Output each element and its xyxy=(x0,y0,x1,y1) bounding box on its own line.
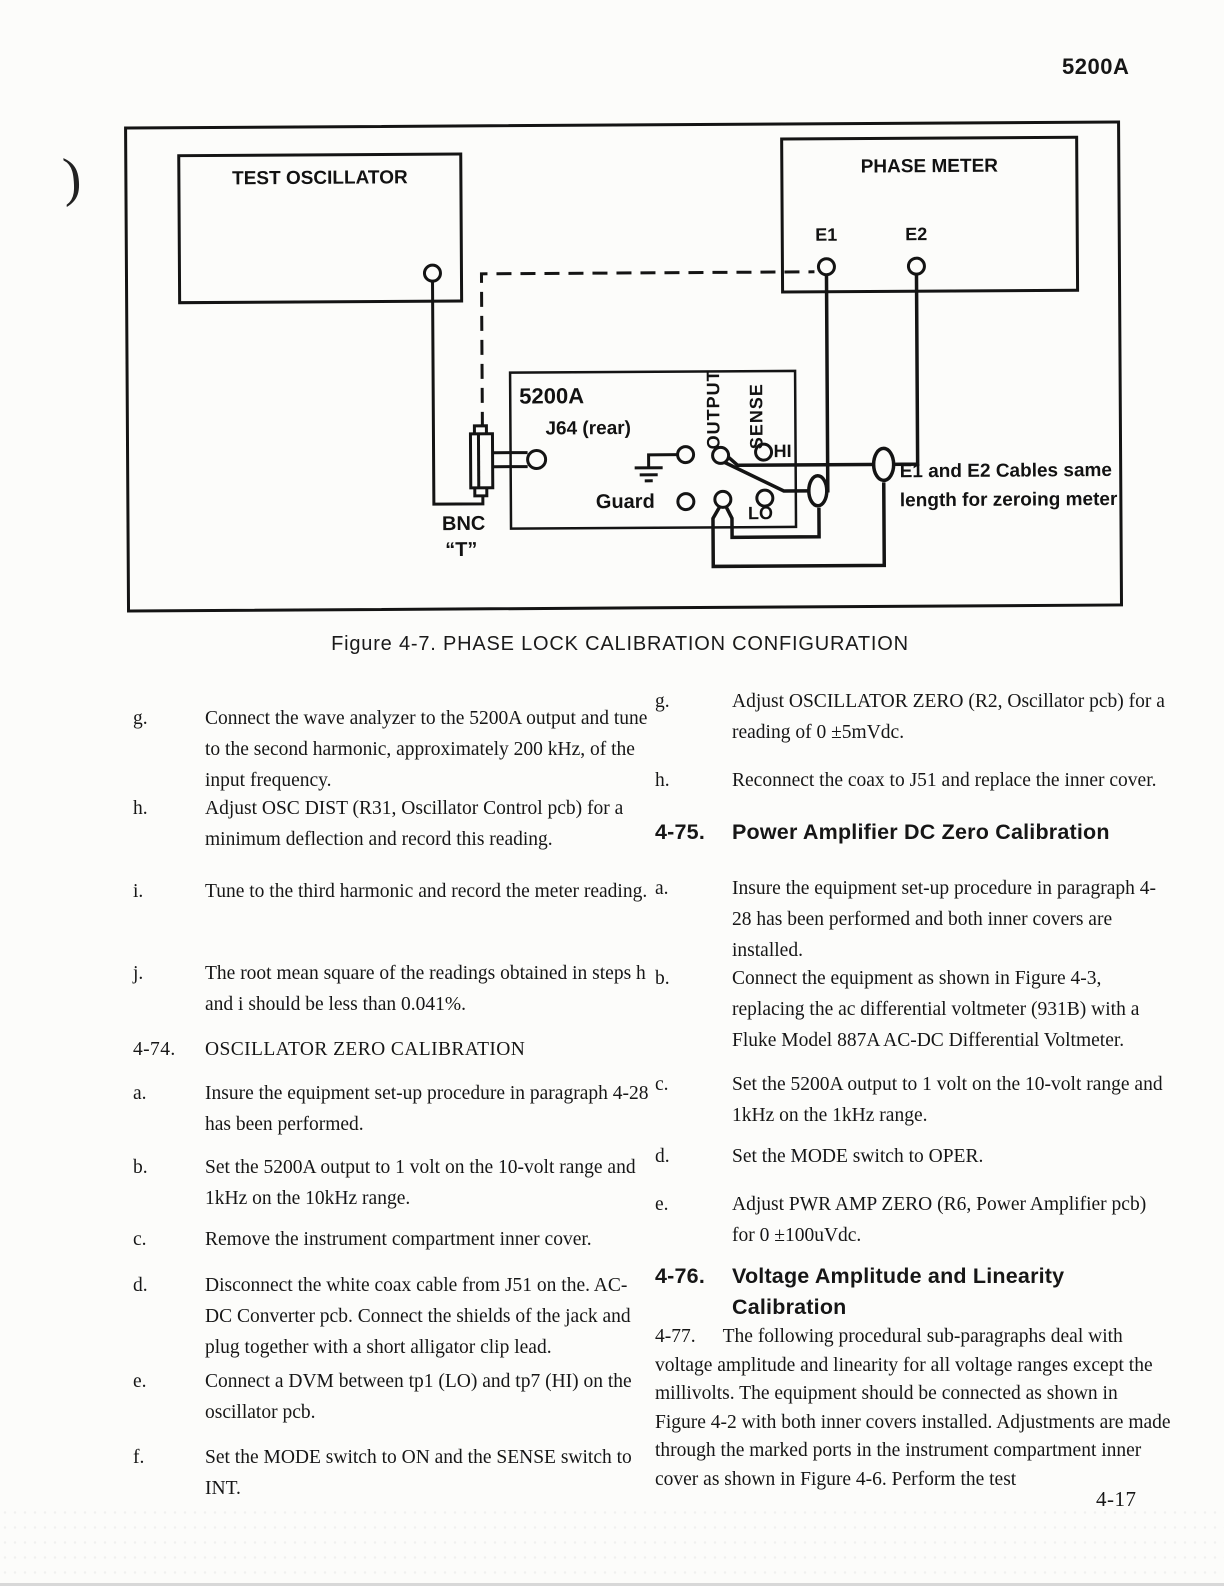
step-text: Connect the wave analyzer to the 5200A output and tune to the second harmonic, approximately 200 kHz, of the input frequency. xyxy=(133,703,649,796)
step-f-left xyxy=(133,1442,649,1504)
step-label: g. xyxy=(655,686,670,717)
step-h-right xyxy=(655,765,1171,796)
step-text: Tune to the third harmonic and record the meter reading. xyxy=(133,876,649,907)
step-text: Set the 5200A output to 1 volt on the 10-volt range and 1kHz on the 1kHz range. xyxy=(655,1069,1171,1131)
e2-terminal xyxy=(908,258,924,274)
step-e-left xyxy=(133,1366,649,1428)
e1-label: E1 xyxy=(804,225,848,246)
step-label: c. xyxy=(133,1224,147,1255)
section-4-75-heading xyxy=(655,817,1171,848)
step-label: a. xyxy=(655,873,669,904)
step-b-left xyxy=(133,1152,649,1214)
cable-note-line1: E1 and E2 Cables same xyxy=(900,460,1112,483)
oscillator-output-terminal xyxy=(424,265,440,281)
page-number: 4-17 xyxy=(1096,1487,1137,1512)
figure-4-7 xyxy=(0,0,1224,684)
j64-label: J64 (rear) xyxy=(545,418,631,441)
step-label: c. xyxy=(655,1069,669,1100)
scan-noise-band xyxy=(0,1505,1224,1583)
step-label: f. xyxy=(133,1442,144,1473)
step-text: Connect the equipment as shown in Figure 4-3, replacing the ac differential voltmeter (931B) with a Fluke Model 887A AC-DC Differential Voltmeter. xyxy=(655,963,1171,1056)
step-text: Set the MODE switch to OPER. xyxy=(655,1141,1171,1172)
hi-label: HI xyxy=(773,441,791,462)
lo-label: LO xyxy=(748,503,773,524)
ground-symbol xyxy=(635,455,678,481)
step-c-left xyxy=(133,1224,649,1255)
margin-mark: ) xyxy=(61,145,83,208)
step-label: d. xyxy=(133,1270,148,1301)
step-label: j. xyxy=(133,958,143,989)
step-g-right xyxy=(655,686,1171,748)
section-number: 4-75. xyxy=(655,817,705,848)
step-j-left xyxy=(133,958,649,1020)
bnc-t-connector xyxy=(470,426,527,496)
step-a-left xyxy=(133,1078,649,1140)
step-text: Adjust OSC DIST (R31, Oscillator Control pcb) for a minimum deflection and record this reading. xyxy=(133,793,649,855)
step-text: Set the MODE switch to ON and the SENSE switch to INT. xyxy=(133,1442,649,1504)
figure-caption: Figure 4-7. PHASE LOCK CALIBRATION CONFIGURATION xyxy=(250,633,990,656)
step-c-right xyxy=(655,1069,1171,1131)
step-d-left xyxy=(133,1270,649,1363)
step-text: Reconnect the coax to J51 and replace the inner cover. xyxy=(655,765,1171,796)
paragraph-number: 4-77. xyxy=(655,1326,696,1347)
output-label: OUTPUT xyxy=(703,357,725,449)
step-label: b. xyxy=(655,963,670,994)
figure-border xyxy=(126,122,1122,611)
step-g-left xyxy=(133,703,649,796)
step-label: e. xyxy=(133,1366,147,1397)
e1-cable-loop xyxy=(809,476,827,506)
bnc-label: BNC xyxy=(442,513,485,536)
paragraph-4-77 xyxy=(655,1323,1172,1494)
section-title: Voltage Amplitude and Linearity Calibration xyxy=(655,1261,1171,1323)
step-a-right xyxy=(655,873,1171,966)
step-d-right xyxy=(655,1141,1171,1172)
step-label: a. xyxy=(133,1078,147,1109)
step-h-left xyxy=(133,793,649,855)
section-number: 4-76. xyxy=(655,1261,705,1292)
step-text: Disconnect the white coax cable from J51 on the. AC-DC Converter pcb. Connect the shields of the jack and plug together with a short alligator clip lead. xyxy=(133,1270,649,1363)
step-label: d. xyxy=(655,1141,670,1172)
lo-cables xyxy=(713,482,885,566)
e2-label: E2 xyxy=(894,224,938,245)
step-label: b. xyxy=(133,1152,148,1183)
section-title: Power Amplifier DC Zero Calibration xyxy=(655,817,1171,848)
output-hi-terminal xyxy=(713,447,729,463)
section-4-74-heading xyxy=(133,1034,649,1065)
bnc-t-label: “T” xyxy=(445,539,477,562)
step-i-left xyxy=(133,876,649,907)
step-label: g. xyxy=(133,703,148,734)
e2-cable-loop xyxy=(874,448,894,480)
paragraph-text: The following procedural sub-paragraphs deal with voltage amplitude and linearity for all voltage ranges except the millivolts. The equipment should be connected as shown in Figure 4-2 with both inner covers installed. Adjustments are made through the marked ports in the instrument compartment inner cover as shown in Figure 4-6. Perform the test xyxy=(655,1326,1171,1490)
step-text: Connect a DVM between tp1 (LO) and tp7 (HI) on the oscillator pcb. xyxy=(133,1366,649,1428)
step-e-right xyxy=(655,1189,1171,1251)
step-text: Adjust PWR AMP ZERO (R6, Power Amplifier pcb) for 0 ±100uVdc. xyxy=(655,1189,1171,1251)
step-text: Remove the instrument compartment inner cover. xyxy=(133,1224,649,1255)
output-lo-terminal xyxy=(715,491,731,507)
figure-diagram-svg xyxy=(0,0,1224,684)
e1-terminal xyxy=(818,259,834,275)
ground-terminal xyxy=(678,447,694,463)
step-text: The root mean square of the readings obtained in steps h and i should be less than 0.041%. xyxy=(133,958,649,1020)
step-label: e. xyxy=(655,1189,669,1220)
step-label: h. xyxy=(655,765,670,796)
step-text: Adjust OSCILLATOR ZERO (R2, Oscillator pcb) for a reading of 0 ±5mVdc. xyxy=(655,686,1171,748)
j64-connector-circle xyxy=(528,450,546,468)
unit-5200a-label: 5200A xyxy=(519,383,584,409)
step-text: Insure the equipment set-up procedure in paragraph 4-28 has been performed. xyxy=(133,1078,649,1140)
cable-note-line2: length for zeroing meter xyxy=(900,489,1118,512)
step-label: i. xyxy=(133,876,143,907)
phase-meter-label: PHASE METER xyxy=(782,155,1077,179)
step-b-right xyxy=(655,963,1171,1056)
section-title: OSCILLATOR ZERO CALIBRATION xyxy=(133,1034,649,1065)
test-oscillator-label: TEST OSCILLATOR xyxy=(179,167,461,191)
step-label: h. xyxy=(133,793,148,824)
section-number: 4-74. xyxy=(133,1034,176,1065)
doc-model-header: 5200A xyxy=(1062,54,1129,80)
guard-terminal xyxy=(678,494,694,510)
section-4-76-heading xyxy=(655,1261,1171,1323)
guard-label: Guard xyxy=(596,491,655,514)
step-text: Set the 5200A output to 1 volt on the 10-volt range and 1kHz on the 10kHz range. xyxy=(133,1152,649,1214)
step-text: Insure the equipment set-up procedure in paragraph 4-28 has been performed and both inner covers are installed. xyxy=(655,873,1171,966)
sense-label: SENSE xyxy=(746,377,767,449)
